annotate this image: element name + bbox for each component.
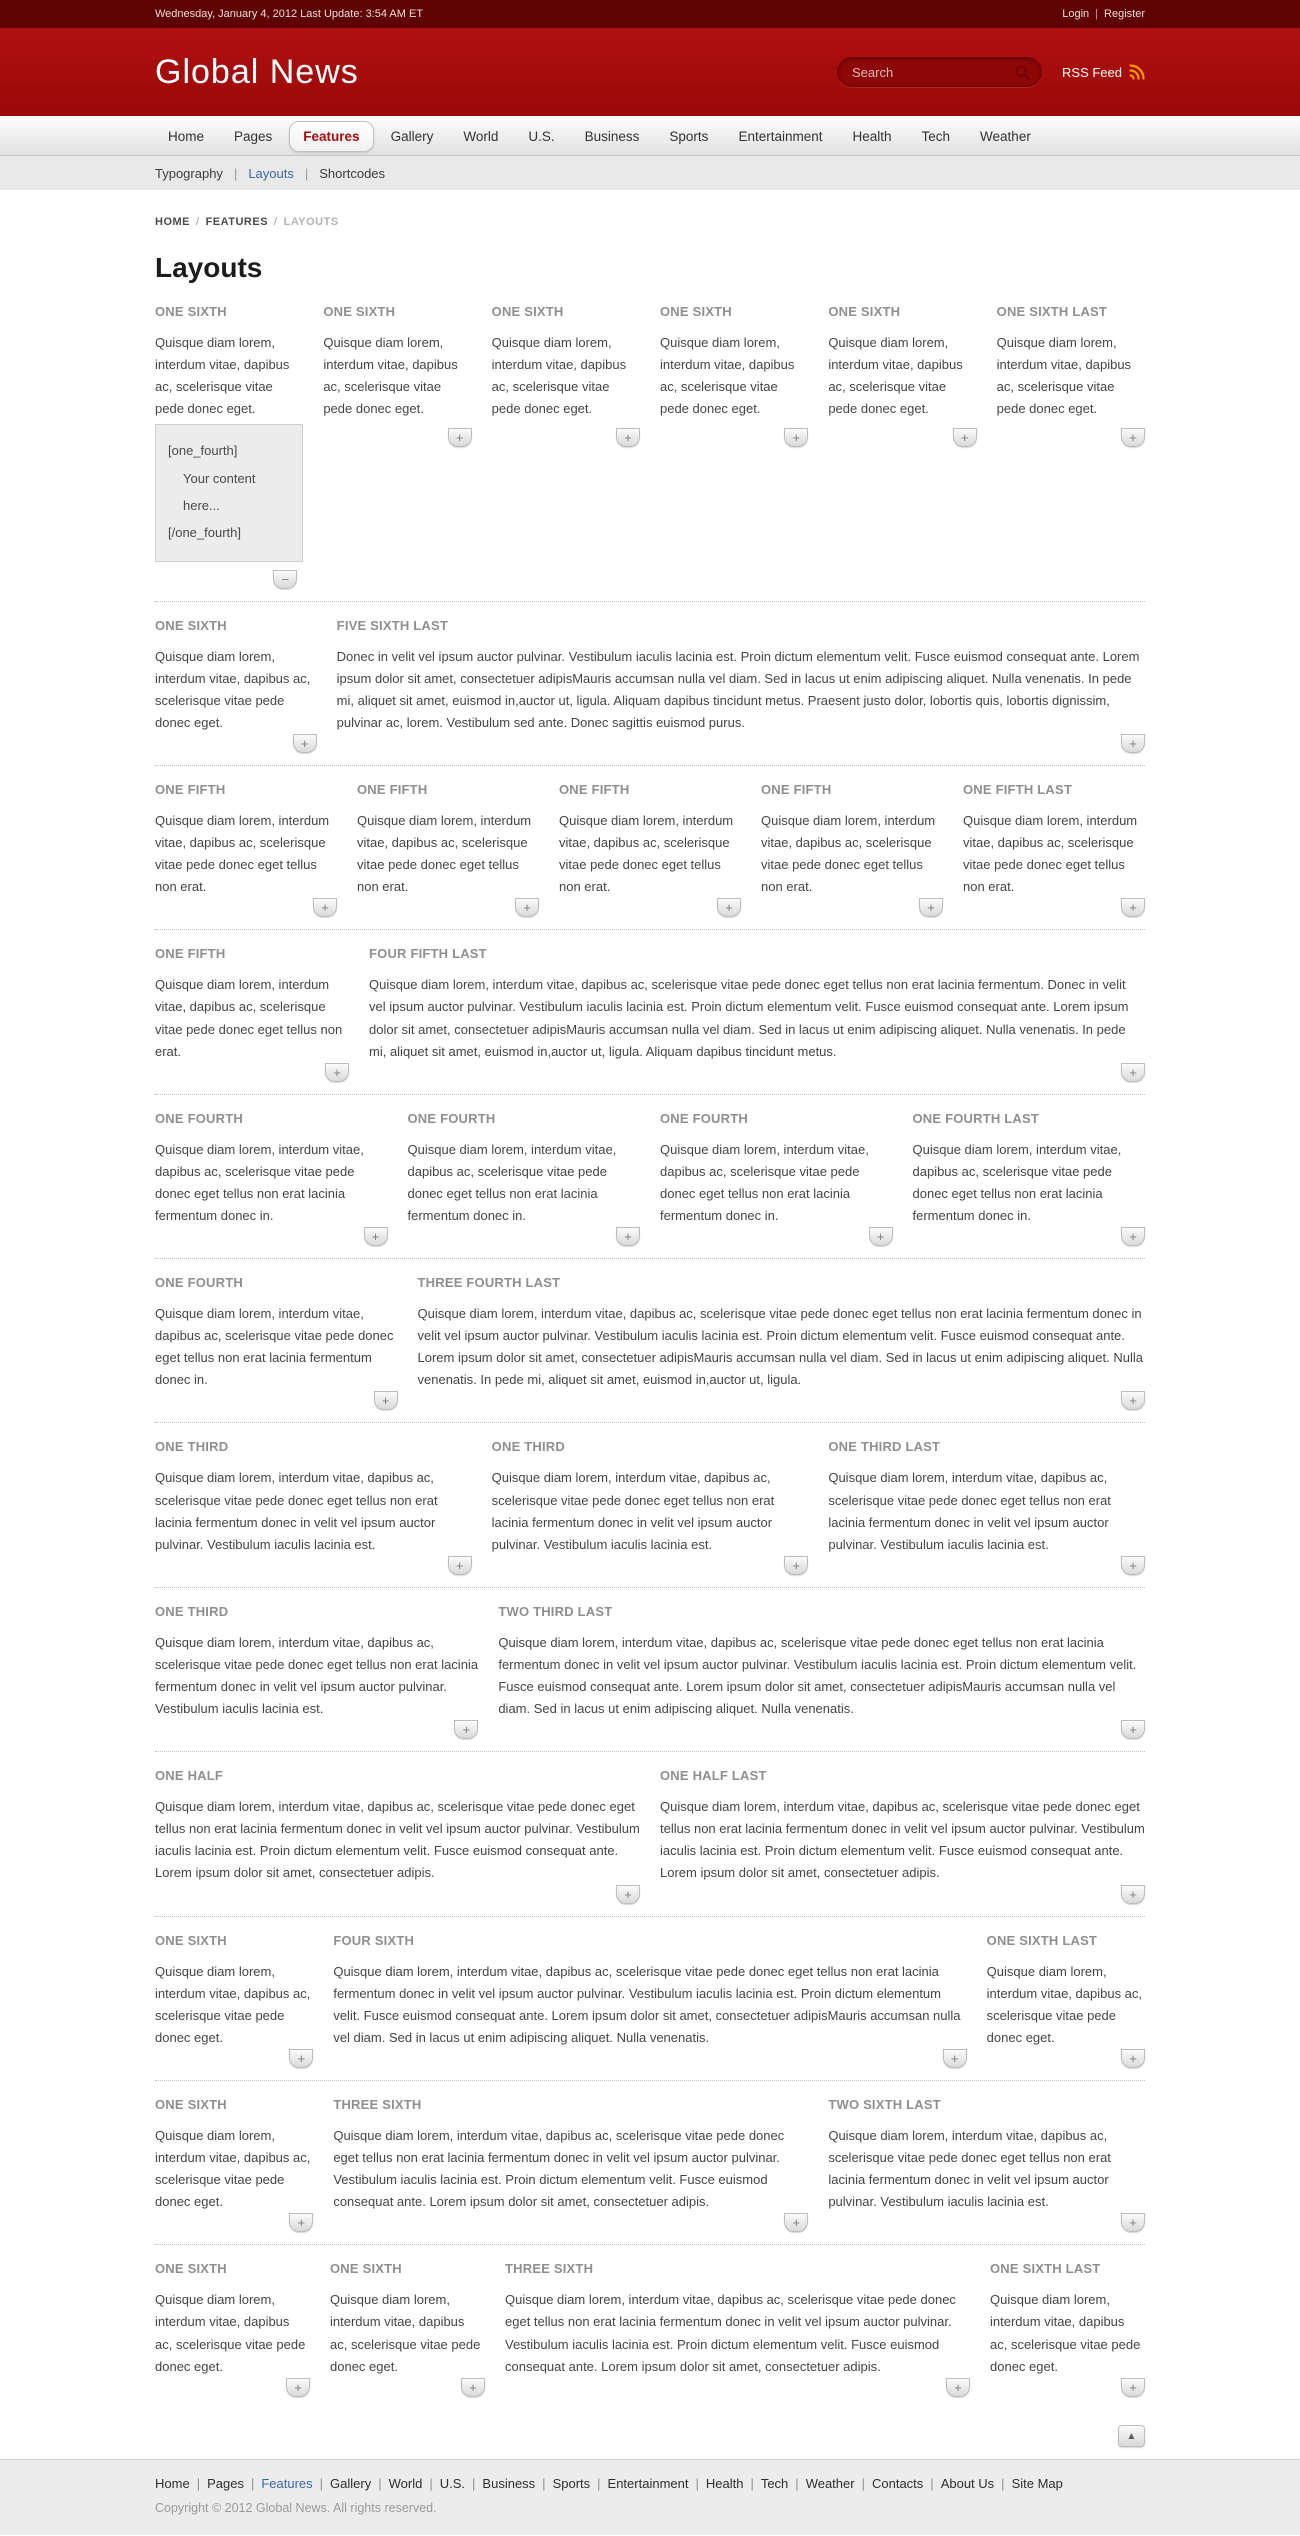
- column-text: Quisque diam lorem, interdum vitae, dapibus ac, scelerisque vitae pede donec eget tellus non erat lacinia fermentum donec in.: [912, 1141, 1122, 1223]
- footer-separator: |: [597, 2475, 601, 2491]
- breadcrumb: [155, 216, 1145, 228]
- layout-column-one-fifth-last: [963, 782, 1145, 917]
- expand-toggle-button[interactable]: +: [869, 1227, 893, 1246]
- footer-link-contacts[interactable]: Contacts: [871, 2475, 924, 2491]
- column-heading: ONE SIXTH: [828, 304, 901, 319]
- main-nav: [155, 116, 1145, 156]
- column-text: Quisque diam lorem, interdum vitae, dapibus ac, scelerisque vitae pede donec eget.: [986, 1963, 1143, 2045]
- layout-column-one-fourth-last: [913, 1111, 1146, 1246]
- layout-column-three-fourth-last: [418, 1275, 1146, 1410]
- footer-link-u-s[interactable]: U.S.: [439, 2475, 466, 2491]
- column-text: Quisque diam lorem, interdum vitae, dapibus ac, scelerisque vitae pede donec eget.: [155, 2292, 306, 2374]
- expand-toggle-button[interactable]: +: [289, 2049, 313, 2068]
- shortcode-line: Your content here...: [183, 470, 256, 513]
- footer-separator: |: [250, 2475, 255, 2491]
- layout-column-one-sixth: [660, 304, 808, 589]
- column-text: Quisque diam lorem, interdum vitae, dapibus ac, scelerisque vitae pede donec eget tellus non erat.: [155, 812, 330, 895]
- date-lastupdate-text: Wednesday, January 4, 2012 Last Update: 3:54 AM ET: [155, 8, 424, 20]
- footer-separator: |: [750, 2475, 754, 2491]
- column-heading: TWO SIXTH LAST: [828, 2096, 941, 2112]
- column-heading: ONE FIFTH: [761, 781, 832, 797]
- rss-feed-label: RSS Feed: [1062, 64, 1122, 80]
- subnav-item-shortcodes[interactable]: Shortcodes: [319, 165, 386, 181]
- column-heading: FOUR FIFTH LAST: [369, 946, 487, 962]
- layout-column-one-fifth: [155, 782, 337, 917]
- column-text: Quisque diam lorem, interdum vitae, dapibus ac, scelerisque vitae pede donec eget tellus non erat lacinia fermentum. Donec in velit vel ipsum auctor pulvinar. Vestibulum iaculis lacinia est. Proin dictum elementum velit. Fusce euismod consequat ante. Lorem ipsum dolor sit amet, consectetuer adipisMauris accumsan nulla vel diam. Sed in lacus ut enim adipiscing aliquet. Nulla venenatis. In pede mi, aliquet sit amet, euismod in,auctor ut, ligula. Aliquam dapibus tincidunt metus.: [369, 977, 1129, 1059]
- column-heading: ONE THIRD: [491, 1439, 565, 1455]
- topbar-separator: |: [1095, 8, 1099, 20]
- expand-toggle-button[interactable]: +: [616, 1227, 640, 1246]
- column-text: Quisque diam lorem, interdum vitae, dapibus ac, scelerisque vitae pede donec eget.: [491, 335, 627, 417]
- breadcrumb-separator: /: [196, 216, 200, 228]
- column-text: Quisque diam lorem, interdum vitae, dapibus ac, scelerisque vitae pede donec eget tellus non erat lacinia fermentum donec in velit vel ipsum auctor pulvinar. Vestibulum iaculis lacinia est.: [828, 1470, 1111, 1552]
- column-text: Quisque diam lorem, interdum vitae, dapibus ac, scelerisque vitae pede donec eget.: [155, 648, 311, 730]
- layout-row: [155, 618, 1145, 766]
- expand-toggle-button[interactable]: +: [616, 1885, 640, 1904]
- column-text: Quisque diam lorem, interdum vitae, dapibus ac, scelerisque vitae pede donec eget tellus non erat lacinia fermentum donec in velit vel ipsum auctor pulvinar. Vestibulum iaculis lacinia est. Proin dictum elementum velit. Fusce euismod consequat ante. Lorem ipsum dolor sit amet, consectetuer adipis.: [505, 2292, 956, 2374]
- column-heading: ONE HALF LAST: [660, 1768, 767, 1784]
- layout-row: [155, 1768, 1145, 1916]
- expand-toggle-button[interactable]: +: [1121, 1391, 1145, 1410]
- expand-toggle-button[interactable]: +: [1121, 1885, 1145, 1904]
- layout-column-one-fifth: [155, 946, 349, 1081]
- layout-column-one-fifth: [559, 782, 741, 917]
- column-text: Quisque diam lorem, interdum vitae, dapibus ac, scelerisque vitae pede donec eget.: [155, 2127, 311, 2210]
- footer-link-health[interactable]: Health: [705, 2475, 744, 2491]
- register-link[interactable]: Register: [1104, 8, 1145, 20]
- layout-column-one-sixth: [323, 304, 471, 589]
- column-text: Quisque diam lorem, interdum vitae, dapibus ac, scelerisque vitae pede donec eget tellus non erat lacinia fermentum donec in velit vel ipsum auctor pulvinar. Vestibulum iaculis lacinia est. Proin dictum elementum velit. Fusce euismod consequat ante. Lorem ipsum dolor sit amet, consectetuer adipisMauris accumsan nulla vel diam. Sed in lacus ut enim adipiscing aliquet. Nulla venenatis.: [333, 1963, 961, 2045]
- footer-separator: |: [930, 2475, 934, 2491]
- rss-icon: [1129, 64, 1145, 80]
- column-heading: ONE SIXTH: [155, 617, 227, 633]
- column-text: Quisque diam lorem, interdum vitae, dapibus ac, scelerisque vitae pede donec eget.: [155, 1963, 311, 2045]
- layout-column-one-half: [155, 1768, 640, 1903]
- expand-toggle-button[interactable]: +: [448, 428, 472, 447]
- layout-column-one-sixth-last: [997, 304, 1145, 589]
- layout-column-one-fifth: [761, 782, 943, 917]
- subnav-item-layouts[interactable]: Layouts: [248, 165, 294, 181]
- column-text: Quisque diam lorem, interdum vitae, dapibus ac, scelerisque vitae pede donec eget.: [323, 335, 458, 417]
- layout-column-one-fourth: [660, 1111, 893, 1246]
- layout-column-one-third: [155, 1439, 472, 1574]
- column-heading: ONE FIFTH LAST: [963, 781, 1072, 797]
- footer-link-world[interactable]: World: [388, 2475, 423, 2491]
- expand-toggle-button[interactable]: +: [1121, 1720, 1145, 1739]
- column-heading: ONE FIFTH: [155, 946, 226, 962]
- expand-toggle-button[interactable]: +: [616, 428, 640, 447]
- column-heading: ONE FIFTH: [559, 781, 630, 797]
- column-text: Quisque diam lorem, interdum vitae, dapibus ac, scelerisque vitae pede donec eget tellus non erat lacinia fermentum donec in velit vel ipsum auctor pulvinar. Vestibulum iaculis lacinia est.: [491, 1470, 775, 1552]
- expand-toggle-button[interactable]: +: [454, 1720, 478, 1739]
- footer-separator: |: [429, 2475, 433, 2491]
- footer: [0, 2459, 1300, 2535]
- footer-separator: |: [795, 2475, 799, 2491]
- expand-toggle-button[interactable]: +: [1121, 2378, 1145, 2397]
- footer-links: [155, 2476, 1145, 2491]
- main-nav-bar: [0, 116, 1300, 156]
- layout-column-one-third: [155, 1604, 478, 1739]
- column-heading: ONE FOURTH: [660, 1110, 748, 1126]
- expand-toggle-button[interactable]: +: [1121, 2049, 1145, 2068]
- layout-column-four-fifth-last: [369, 946, 1145, 1081]
- column-heading: ONE THIRD: [155, 1439, 229, 1455]
- footer-link-home[interactable]: Home: [155, 2475, 190, 2491]
- subnav-separator: |: [304, 165, 309, 181]
- layout-row: [155, 2261, 1145, 2408]
- layout-column-one-sixth: [828, 304, 976, 589]
- column-heading: ONE SIXTH: [659, 304, 732, 319]
- nav-item-tech[interactable]: Tech: [921, 128, 951, 144]
- footer-link-site-map[interactable]: Site Map: [1011, 2475, 1063, 2491]
- column-heading: ONE SIXTH: [155, 2261, 227, 2277]
- footer-separator: |: [695, 2475, 699, 2491]
- column-heading: TWO THIRD LAST: [498, 1603, 613, 1619]
- rss-feed-link[interactable]: [1062, 64, 1145, 80]
- scroll-to-top-button[interactable]: ▲: [1118, 2425, 1145, 2447]
- layout-column-one-sixth: [492, 304, 640, 589]
- column-text: Donec in velit vel ipsum auctor pulvinar. Vestibulum iaculis lacinia est. Proin dictum elementum velit. Fusce euismod consequat ante. Lorem ipsum dolor sit amet, consectetuer adipisMauris accumsan nulla vel diam. Sed in lacus ut enim adipiscing aliquet. Nulla venenatis. In pede mi, aliquet sit amet, euismod in,auctor ut, ligula. Aliquam dapibus tincidunt metus. Praesent justo dolor, lobortis quis, lobortis dignissim, pulvinar ac, lorem. Vestibulum sed ante. Donec sagittis euismod purus.: [336, 648, 1140, 730]
- layout-column-one-sixth: [330, 2261, 485, 2396]
- search-box[interactable]: [837, 57, 1042, 87]
- nav-item-business[interactable]: Business: [584, 128, 640, 144]
- layout-row: [155, 304, 1145, 602]
- expand-toggle-button[interactable]: +: [784, 428, 808, 447]
- footer-separator: |: [319, 2475, 324, 2491]
- column-text: Quisque diam lorem, interdum vitae, dapibus ac, scelerisque vitae pede donec eget tellus non erat lacinia fermentum donec in velit vel ipsum auctor pulvinar. Vestibulum iaculis lacinia est. Proin dictum elementum velit. Fusce euismod consequat ante. Lorem ipsum dolor sit amet, consectetuer adipis.: [155, 1799, 640, 1881]
- expand-toggle-button[interactable]: +: [1121, 1556, 1145, 1575]
- expand-toggle-button[interactable]: +: [784, 2213, 808, 2232]
- expand-toggle-button[interactable]: +: [374, 1391, 398, 1410]
- column-heading: ONE FOURTH: [155, 1110, 243, 1126]
- search-input[interactable]: [852, 65, 1014, 80]
- column-text: Quisque diam lorem, interdum vitae, dapibus ac, scelerisque vitae pede donec eget tellus non erat lacinia fermentum donec in.: [155, 1306, 394, 1388]
- footer-separator: |: [542, 2475, 546, 2491]
- layout-row: [155, 1439, 1145, 1587]
- column-text: Quisque diam lorem, interdum vitae, dapibus ac, scelerisque vitae pede donec eget tellus non erat lacinia fermentum donec in.: [407, 1141, 617, 1223]
- nav-item-world[interactable]: World: [463, 128, 499, 144]
- shortcode-line: [one_fourth]: [168, 443, 238, 459]
- layout-row: [155, 1275, 1145, 1423]
- column-text: Quisque diam lorem, interdum vitae, dapibus ac, scelerisque vitae pede donec eget.: [990, 2292, 1141, 2374]
- nav-item-gallery[interactable]: Gallery: [390, 128, 434, 144]
- column-text: Quisque diam lorem, interdum vitae, dapibus ac, scelerisque vitae pede donec eget.: [996, 335, 1132, 417]
- expand-toggle-button[interactable]: +: [953, 428, 977, 447]
- nav-item-health[interactable]: Health: [852, 128, 892, 144]
- column-heading: ONE SIXTH: [155, 1932, 227, 1948]
- footer-separator: |: [472, 2475, 476, 2491]
- column-text: Quisque diam lorem, interdum vitae, dapibus ac, scelerisque vitae pede donec eget tellus non erat lacinia fermentum donec in velit vel ipsum auctor pulvinar. Vestibulum iaculis lacinia est.: [155, 1470, 438, 1552]
- breadcrumb-item-layouts: LAYOUTS: [283, 216, 339, 228]
- footer-link-business[interactable]: Business: [482, 2475, 536, 2491]
- footer-link-gallery[interactable]: Gallery: [330, 2475, 372, 2491]
- footer-link-about-us[interactable]: About Us: [940, 2475, 995, 2491]
- footer-link-weather[interactable]: Weather: [805, 2475, 855, 2491]
- column-heading: THREE SIXTH: [333, 2096, 422, 2112]
- expand-toggle-button[interactable]: +: [1121, 2213, 1145, 2232]
- column-text: Quisque diam lorem, interdum vitae, dapibus ac, scelerisque vitae pede donec eget.: [828, 335, 963, 417]
- column-text: Quisque diam lorem, interdum vitae, dapibus ac, scelerisque vitae pede donec eget.: [155, 335, 290, 417]
- expand-toggle-button[interactable]: +: [461, 2378, 485, 2397]
- layout-column-one-fourth: [155, 1111, 388, 1246]
- layout-column-one-third-last: [828, 1439, 1145, 1574]
- layout-column-three-sixth: [333, 2097, 808, 2232]
- expand-toggle-button[interactable]: +: [1121, 1063, 1145, 1082]
- footer-copyright: Copyright © 2012 Global News. All rights reserved.: [155, 2500, 437, 2515]
- layout-row: [155, 1111, 1145, 1259]
- column-heading: ONE SIXTH LAST: [996, 304, 1108, 319]
- column-heading: ONE FOURTH: [407, 1110, 496, 1126]
- column-heading: ONE SIXTH: [330, 2261, 402, 2277]
- column-heading: ONE SIXTH: [155, 304, 227, 319]
- nav-item-sports[interactable]: Sports: [669, 128, 709, 144]
- column-heading: ONE FOURTH: [155, 1275, 243, 1291]
- footer-link-features[interactable]: Features: [261, 2475, 313, 2491]
- nav-item-weather[interactable]: Weather: [980, 128, 1031, 144]
- expand-toggle-button[interactable]: +: [286, 2378, 310, 2397]
- column-heading: THREE FOURTH LAST: [417, 1275, 561, 1291]
- layout-column-five-sixth-last: [337, 618, 1145, 753]
- expand-toggle-button[interactable]: +: [325, 1063, 349, 1082]
- layout-column-one-sixth: [155, 2261, 310, 2396]
- column-text: Quisque diam lorem, interdum vitae, dapibus ac, scelerisque vitae pede donec eget tellus non erat.: [357, 812, 532, 895]
- column-text: Quisque diam lorem, interdum vitae, dapibus ac, scelerisque vitae pede donec eget tellus non erat lacinia fermentum donec in.: [155, 1141, 364, 1223]
- breadcrumb-item-home[interactable]: HOME: [155, 216, 190, 228]
- column-text: Quisque diam lorem, interdum vitae, dapibus ac, scelerisque vitae pede donec eget tellus non erat.: [761, 812, 936, 895]
- footer-separator: |: [378, 2475, 382, 2491]
- column-heading: ONE SIXTH: [323, 304, 396, 319]
- layout-column-three-sixth: [505, 2261, 970, 2396]
- column-text: Quisque diam lorem, interdum vitae, dapibus ac, scelerisque vitae pede donec eget tellus non erat.: [155, 977, 343, 1059]
- nav-item-u-s[interactable]: U.S.: [528, 128, 555, 144]
- subnav-separator: |: [233, 165, 238, 181]
- column-heading: ONE FOURTH LAST: [912, 1110, 1039, 1126]
- sub-nav-bar: [0, 156, 1300, 190]
- layout-column-one-sixth: [155, 618, 317, 753]
- site-header: [0, 28, 1300, 116]
- column-heading: ONE THIRD: [155, 1603, 229, 1619]
- layout-column-one-fourth: [408, 1111, 641, 1246]
- layout-column-one-sixth-last: [990, 2261, 1145, 2396]
- layout-column-two-sixth-last: [828, 2097, 1145, 2232]
- column-text: Quisque diam lorem, interdum vitae, dapibus ac, scelerisque vitae pede donec eget tellus non erat lacinia fermentum donec in velit vel ipsum auctor pulvinar. Vestibulum iaculis lacinia est. Proin dictum elementum velit. Fusce euismod consequat ante. Lorem ipsum dolor sit amet, consectetuer adipis.: [333, 2127, 785, 2210]
- column-heading: ONE SIXTH: [155, 2096, 227, 2112]
- layout-row: [155, 2097, 1145, 2245]
- layout-row: [155, 1604, 1145, 1752]
- column-text: Quisque diam lorem, interdum vitae, dapibus ac, scelerisque vitae pede donec eget tellus non erat lacinia fermentum donec in.: [660, 1141, 869, 1223]
- column-text: Quisque diam lorem, interdum vitae, dapibus ac, scelerisque vitae pede donec eget tellus non erat lacinia fermentum donec in velit vel ipsum auctor pulvinar. Vestibulum iaculis lacinia est. Proin dictum elementum velit. Fusce euismod consequat ante. Lorem ipsum dolor sit amet, consectetuer adipisMauris accumsan nulla vel diam. Sed in lacus ut enim adipiscing aliquet. Nulla venenatis. In pede mi, aliquet sit amet, euismod in,auctor ut, ligula.: [417, 1306, 1143, 1388]
- nav-item-pages[interactable]: Pages: [234, 128, 273, 144]
- collapse-toggle-button[interactable]: −: [273, 570, 297, 589]
- expand-toggle-button[interactable]: +: [313, 898, 337, 917]
- column-heading: ONE SIXTH LAST: [990, 2261, 1101, 2277]
- top-bar: [0, 0, 1300, 28]
- layout-column-one-sixth-last: [987, 1933, 1145, 2068]
- expand-toggle-button[interactable]: +: [1121, 734, 1145, 753]
- expand-toggle-button[interactable]: +: [717, 898, 741, 917]
- nav-item-entertainment[interactable]: Entertainment: [738, 128, 823, 144]
- layout-rows: [155, 304, 1145, 2409]
- footer-separator: |: [1001, 2475, 1005, 2491]
- column-heading: ONE FIFTH: [357, 781, 428, 797]
- column-heading: THREE SIXTH: [505, 2261, 594, 2277]
- expand-toggle-button[interactable]: +: [515, 898, 539, 917]
- layout-column-one-half-last: [660, 1768, 1145, 1903]
- column-heading: ONE SIXTH LAST: [986, 1932, 1098, 1948]
- footer-link-sports[interactable]: Sports: [552, 2475, 591, 2491]
- expand-toggle-button[interactable]: +: [364, 1227, 388, 1246]
- layout-column-one-fourth: [155, 1275, 398, 1410]
- column-heading: ONE SIXTH: [491, 304, 564, 319]
- nav-item-home[interactable]: Home: [168, 128, 205, 144]
- expand-toggle-button[interactable]: +: [293, 734, 317, 753]
- layout-column-one-sixth: [155, 1933, 313, 2068]
- login-link[interactable]: Login: [1062, 8, 1090, 20]
- footer-link-entertainment[interactable]: Entertainment: [607, 2475, 689, 2491]
- footer-link-pages[interactable]: Pages: [207, 2475, 244, 2491]
- column-text: Quisque diam lorem, interdum vitae, dapibus ac, scelerisque vitae pede donec eget.: [659, 335, 795, 417]
- nav-item-features[interactable]: Features: [289, 121, 373, 152]
- expand-toggle-button[interactable]: +: [919, 898, 943, 917]
- shortcode-line: [/one_fourth]: [168, 525, 241, 541]
- account-links: [1062, 8, 1145, 20]
- footer-link-tech[interactable]: Tech: [760, 2475, 789, 2491]
- layout-row: [155, 946, 1145, 1094]
- column-heading: FIVE SIXTH LAST: [336, 617, 449, 633]
- column-heading: ONE THIRD LAST: [828, 1439, 941, 1455]
- layout-column-one-sixth: [155, 2097, 313, 2232]
- column-text: Quisque diam lorem, interdum vitae, dapibus ac, scelerisque vitae pede donec eget tellus non erat lacinia fermentum donec in velit vel ipsum auctor pulvinar. Vestibulum iaculis lacinia est.: [155, 1634, 479, 1717]
- site-logo[interactable]: Global News: [155, 52, 359, 91]
- sub-nav: [155, 156, 1145, 190]
- column-heading: ONE FIFTH: [155, 781, 226, 797]
- column-heading: FOUR SIXTH: [333, 1932, 415, 1948]
- expand-toggle-button[interactable]: +: [946, 2378, 970, 2397]
- layout-column-one-third: [492, 1439, 809, 1574]
- layout-row: [155, 782, 1145, 930]
- breadcrumb-item-features[interactable]: FEATURES: [205, 216, 269, 228]
- column-text: Quisque diam lorem, interdum vitae, dapibus ac, scelerisque vitae pede donec eget tellus non erat lacinia fermentum donec in velit vel ipsum auctor pulvinar. Vestibulum iaculis lacinia est. Proin dictum elementum velit. Fusce euismod consequat ante. Lorem ipsum dolor sit amet, consectetuer adipisMauris accumsan nulla vel diam. Sed in lacus ut enim adipiscing aliquet. Nulla venenatis.: [498, 1634, 1137, 1717]
- column-text: Quisque diam lorem, interdum vitae, dapibus ac, scelerisque vitae pede donec eget tellus non erat.: [559, 812, 734, 895]
- search-icon[interactable]: [1014, 64, 1031, 81]
- breadcrumb-separator: /: [274, 216, 278, 228]
- subnav-item-typography[interactable]: Typography: [155, 165, 223, 181]
- expand-toggle-button[interactable]: +: [1121, 428, 1145, 447]
- expand-toggle-button[interactable]: +: [448, 1556, 472, 1575]
- layout-row: [155, 1933, 1145, 2081]
- footer-separator: |: [196, 2475, 201, 2491]
- column-text: Quisque diam lorem, interdum vitae, dapibus ac, scelerisque vitae pede donec eget tellus non erat lacinia fermentum donec in velit vel ipsum auctor pulvinar. Vestibulum iaculis lacinia est.: [828, 2127, 1111, 2210]
- column-text: Quisque diam lorem, interdum vitae, dapibus ac, scelerisque vitae pede donec eget tellus non erat lacinia fermentum donec in velit vel ipsum auctor pulvinar. Vestibulum iaculis lacinia est. Proin dictum elementum velit. Fusce euismod consequat ante. Lorem ipsum dolor sit amet, consectetuer adipis.: [660, 1799, 1145, 1881]
- expand-toggle-button[interactable]: +: [1121, 898, 1145, 917]
- expand-toggle-button[interactable]: +: [784, 1556, 808, 1575]
- layout-column-one-fifth: [357, 782, 539, 917]
- expand-toggle-button[interactable]: +: [289, 2213, 313, 2232]
- layout-column-four-sixth: [333, 1933, 966, 2068]
- expand-toggle-button[interactable]: +: [1121, 1227, 1145, 1246]
- layout-column-one-sixth: [155, 304, 303, 589]
- column-heading: ONE HALF: [155, 1768, 224, 1784]
- page-title: Layouts: [155, 252, 263, 283]
- layout-column-two-third-last: [498, 1604, 1145, 1739]
- shortcode-box: [155, 424, 303, 561]
- expand-toggle-button[interactable]: +: [943, 2049, 967, 2068]
- column-text: Quisque diam lorem, interdum vitae, dapibus ac, scelerisque vitae pede donec eget tellus non erat.: [963, 812, 1138, 895]
- column-text: Quisque diam lorem, interdum vitae, dapibus ac, scelerisque vitae pede donec eget.: [330, 2292, 481, 2374]
- footer-separator: |: [861, 2475, 865, 2491]
